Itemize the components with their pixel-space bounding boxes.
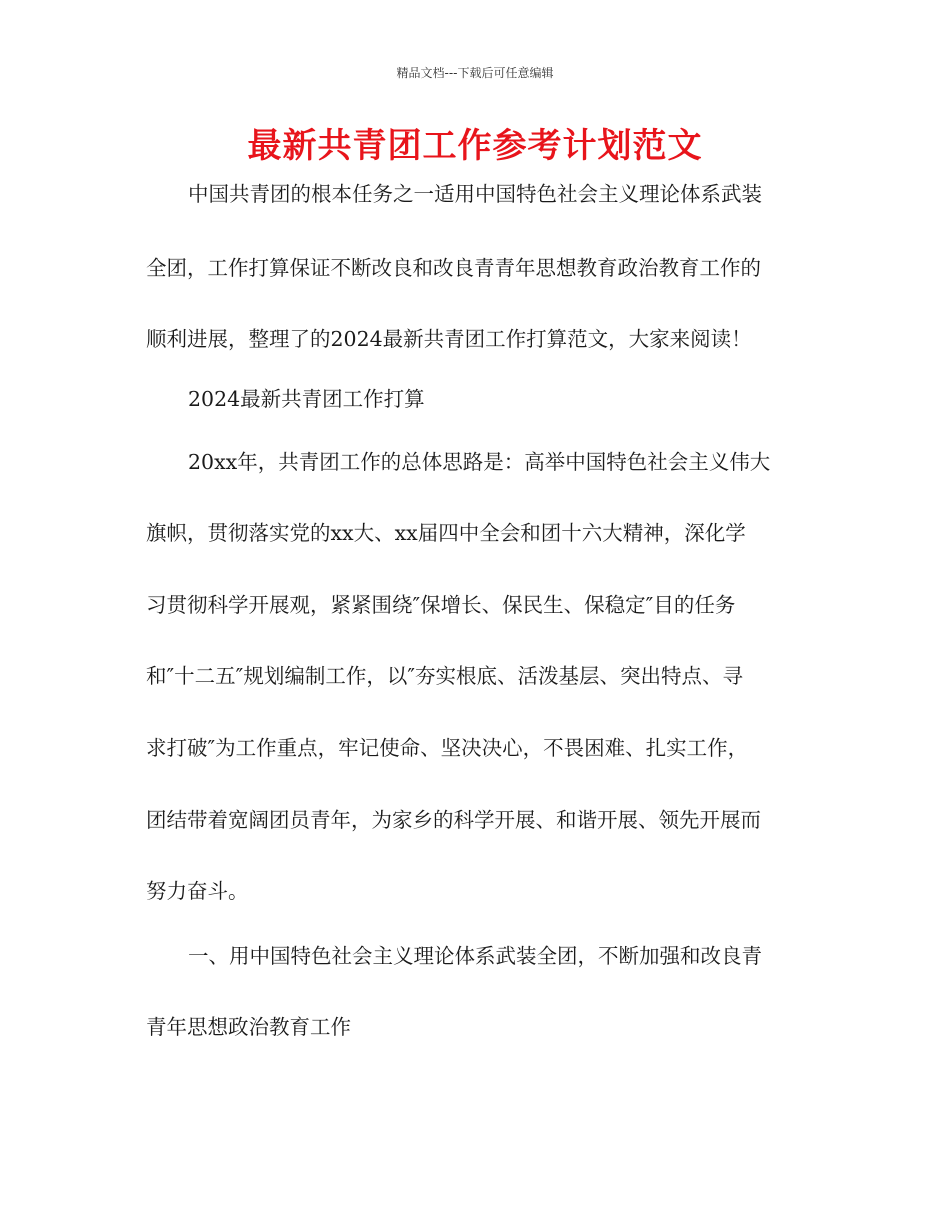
paragraph-line: 求打破″为工作重点，牢记使命、坚决决心，不畏困难、扎实工作， <box>146 736 749 760</box>
paragraph-line: 旗帜，贯彻落实党的xx大、xx届四中全会和团十六大精神，深化学 <box>146 521 746 545</box>
paragraph-line: 团结带着宽阔团员青年，为家乡的科学开展、和谐开展、领先开展而 <box>146 808 761 832</box>
paragraph-line: 和″十二五″规划编制工作，以″夯实根底、活泼基层、突出特点、寻 <box>146 664 743 688</box>
paragraph-line: 20xx年，共青团工作的总体思路是：高举中国特色社会主义伟大 <box>188 450 771 474</box>
paragraph-line: 一、用中国特色社会主义理论体系武装全团，不断加强和改良青 <box>188 944 762 968</box>
paragraph-line: 习贯彻科学开展观，紧紧围绕″保增长、保民生、保稳定″目的任务 <box>146 593 736 617</box>
paragraph-line: 努力奋斗。 <box>146 879 249 903</box>
paragraph-line: 青年思想政治教育工作 <box>146 1015 351 1039</box>
paragraph-line: 全团，工作打算保证不断改良和改良青青年思想教育政治教育工作的 <box>146 256 761 280</box>
paragraph-line: 中国共青团的根本任务之一适用中国特色社会主义理论体系武装 <box>188 182 762 206</box>
paragraph-line: 顺利进展，整理了的2024最新共青团工作打算范文，大家来阅读！ <box>146 327 752 351</box>
section-heading: 2024最新共青团工作打算 <box>188 387 425 411</box>
page-header: 精品文档---下载后可任意编辑 <box>396 66 554 80</box>
document-title: 最新共青团工作参考计划范文 <box>247 126 703 166</box>
